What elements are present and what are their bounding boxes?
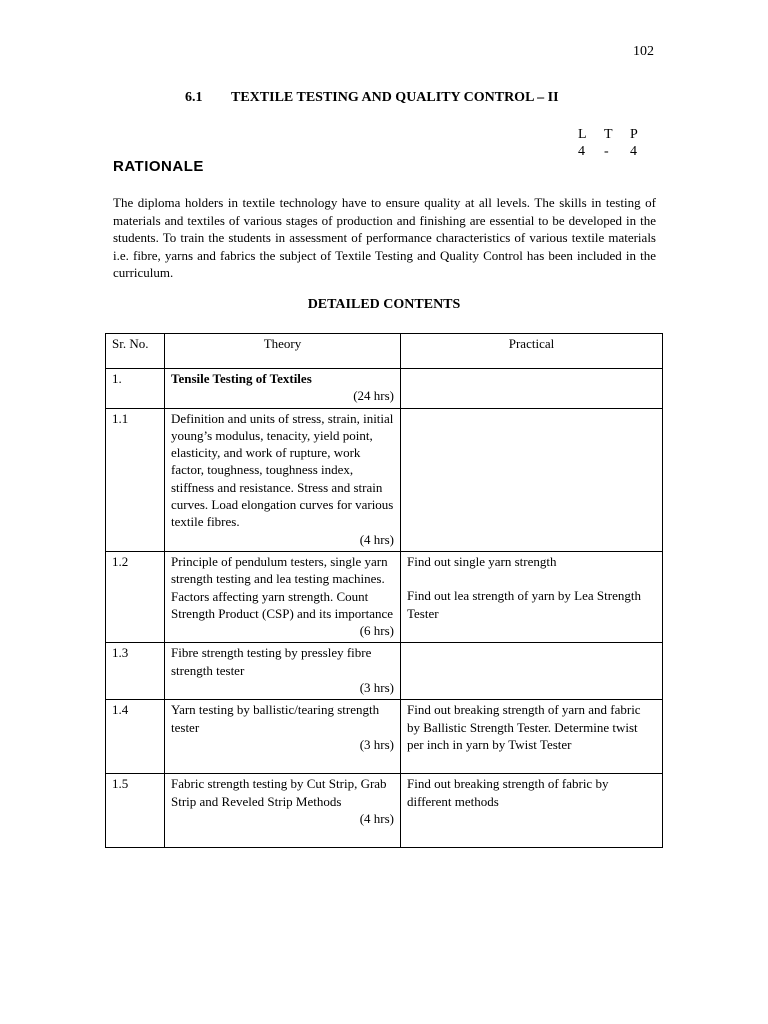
theory-text: Yarn testing by ballistic/tearing strength tester	[171, 702, 380, 735]
practical-cell	[401, 700, 663, 774]
theory-text: Fabric strength testing by Cut Strip, Grab Strip and Reveled Strip Methods	[171, 776, 387, 809]
practical-item: Find out breaking strength of fabric by different methods	[407, 776, 609, 809]
unit-title: Tensile Testing of Textiles	[171, 371, 312, 386]
section-number: 6.1	[185, 90, 203, 105]
theory-cell	[165, 700, 401, 774]
practical-cell	[401, 369, 663, 409]
header-sr-no: Sr. No.	[106, 334, 165, 369]
theory-text: Definition and units of stress, strain, initial young’s modulus, tenacity, yield point, elasticity, and work of rupture, work factor, toughness, toughness index, stiffness and resistance. Stress and strain curves. Load elongation curves for various textile fibres.	[171, 410, 394, 530]
hours-label: (4 hrs)	[359, 810, 394, 826]
rationale-text: The diploma holders in textile technology have to ensure quality at all levels. The skills in testing of materials and textiles of various stages of production and finishing are essential to be developed in the students. To train the students in assessment of performance characteristics of various textile materials i.e. fibre, yarns and fabrics the subject of Textile Testing and Quality Control has been included in the curriculum.	[113, 195, 656, 280]
sr-cell: 1.4	[106, 700, 165, 774]
practical-item: Find out lea strength of yarn by Lea Strength Tester	[407, 588, 641, 621]
hours-label: (3 hrs)	[359, 736, 394, 752]
theory-cell	[165, 551, 401, 642]
ltp-value-l: 4	[578, 144, 585, 159]
table-row	[106, 551, 663, 642]
detailed-contents-heading: DETAILED CONTENTS	[307, 297, 461, 312]
table-row	[106, 643, 663, 700]
rationale-heading: RATIONALE	[113, 158, 204, 175]
page-number: 102	[633, 44, 654, 59]
hours-label: (6 hrs)	[359, 623, 394, 639]
ltp-value-p: 4	[630, 144, 637, 159]
section-title: TEXTILE TESTING AND QUALITY CONTROL – II	[231, 90, 559, 105]
sr-cell: 1.5	[106, 774, 165, 848]
theory-cell	[165, 369, 401, 409]
sr-cell: 1.3	[106, 643, 165, 700]
header-theory: Theory	[165, 334, 401, 369]
table-row	[106, 700, 663, 774]
header-practical: Practical	[401, 334, 663, 369]
ltp-header-t: T	[604, 127, 613, 142]
sr-cell: 1.	[106, 369, 165, 409]
table-row	[106, 408, 663, 551]
theory-cell	[165, 643, 401, 700]
hours-label: (4 hrs)	[359, 531, 394, 547]
practical-cell	[401, 643, 663, 700]
theory-cell	[165, 774, 401, 848]
theory-text: Fibre strength testing by pressley fibre strength tester	[171, 645, 372, 678]
ltp-block	[578, 126, 656, 160]
practical-cell	[401, 551, 663, 642]
hours-label: (24 hrs)	[353, 388, 394, 404]
sr-cell: 1.1	[106, 408, 165, 551]
practical-cell	[401, 774, 663, 848]
table-header-row	[106, 334, 663, 369]
theory-text: Principle of pendulum testers, single yarn strength testing and lea testing machines. Factors affecting yarn strength. Count Strength Product (CSP) and its importance	[171, 553, 394, 621]
ltp-header-p: P	[630, 127, 638, 142]
theory-cell	[165, 408, 401, 551]
practical-item: Find out single yarn strength	[407, 553, 557, 569]
hours-label: (3 hrs)	[359, 680, 394, 696]
practical-item: Find out breaking strength of yarn and fabric by Ballistic Strength Tester. Determine twist per inch in yarn by Twist Tester	[407, 702, 641, 752]
practical-cell	[401, 408, 663, 551]
table-row	[106, 369, 663, 409]
contents-table	[105, 333, 663, 848]
sr-cell: 1.2	[106, 551, 165, 642]
ltp-value-t: -	[604, 144, 609, 159]
table-row	[106, 774, 663, 848]
page-title	[185, 90, 559, 106]
ltp-header-l: L	[578, 127, 587, 142]
